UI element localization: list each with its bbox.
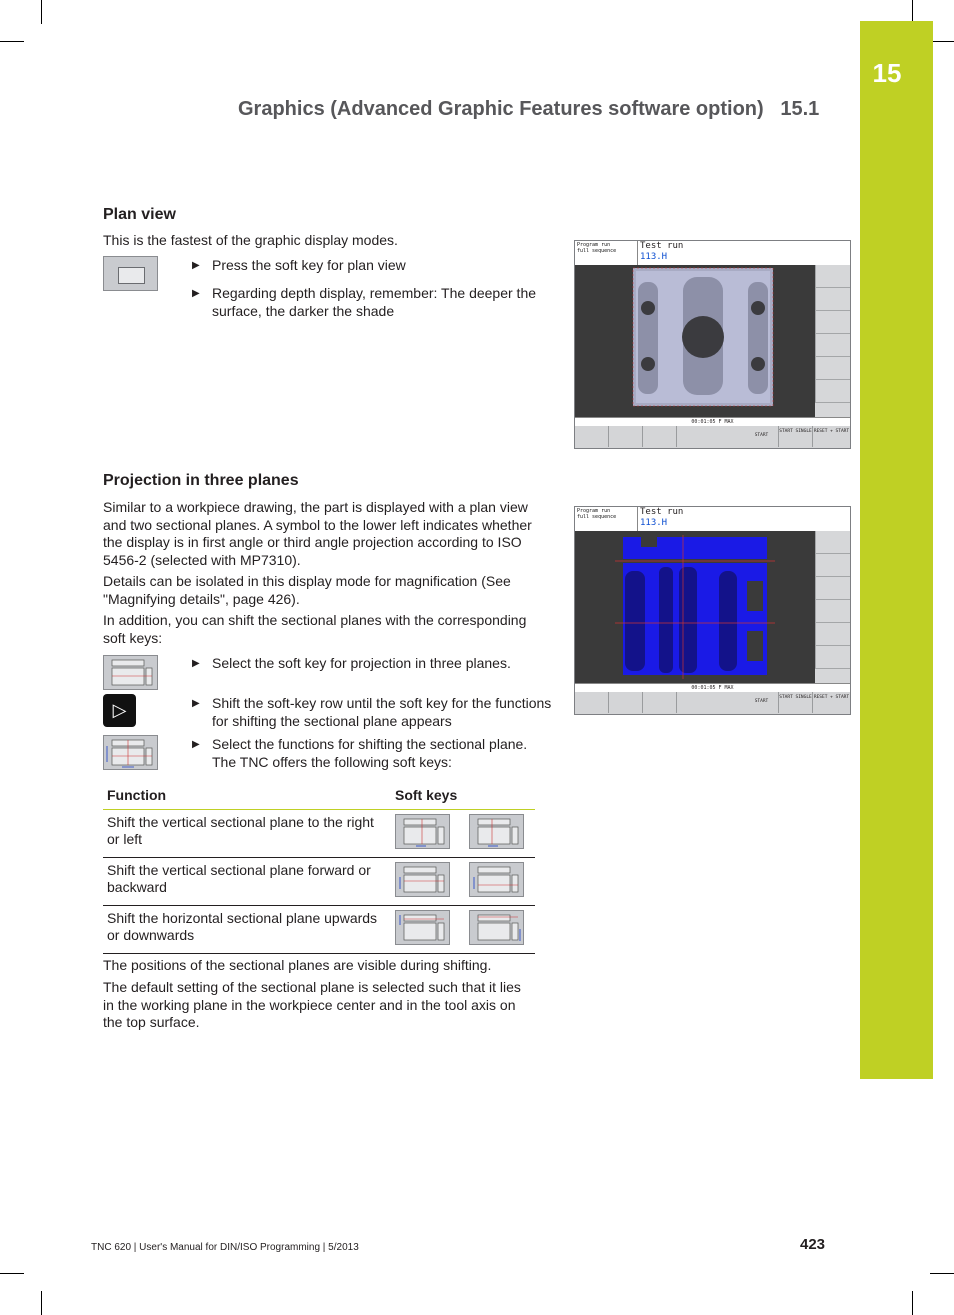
header-title: Graphics (Advanced Graphic Features software option) <box>238 98 764 120</box>
screen-softkey-start: START <box>745 426 779 447</box>
chapter-number: 15 <box>872 58 902 88</box>
shift-backward-softkey-icon <box>469 862 524 897</box>
page-header <box>238 98 819 121</box>
shift-plane-softkey-icon <box>103 735 158 770</box>
triangle-bullet-icon: ▶ <box>192 658 200 669</box>
screen-status-line: 00:01:05 F MAX <box>575 418 850 426</box>
screen-softkey-three-planes <box>609 426 643 447</box>
plan-view-bullet-2: ▶ Regarding depth display, remember: The deeper the surface, the darker the shade <box>192 285 537 319</box>
screen-softkey-reset-start: RESET + START <box>813 695 850 700</box>
projection-bullet-1: ▶ Select the soft key for projection in three planes. <box>192 655 511 671</box>
table-row <box>103 810 535 858</box>
table-cell-function: Shift the vertical sectional plane to the right or left <box>103 810 391 858</box>
crop-mark <box>912 1291 913 1315</box>
screen-softkey-three-planes <box>609 692 643 713</box>
screen-status-line: 00:01:05 F MAX <box>575 684 850 692</box>
triangle-bullet-icon: ▶ <box>192 260 200 271</box>
screen-program-name: 113.H <box>640 252 668 262</box>
shift-down-softkey-icon <box>469 910 524 945</box>
screen-softkey-3d <box>643 426 677 447</box>
screen-softkey-start-single: START SINGLE <box>779 426 813 447</box>
screen-softkey-plan <box>575 426 609 447</box>
footer-text: TNC 620 | User's Manual for DIN/ISO Programming | 5/2013 <box>91 1242 359 1253</box>
shift-right-softkey-icon <box>395 814 450 849</box>
crop-mark <box>0 41 24 42</box>
projection-paragraph-3: In addition, you can shift the sectional planes with the corresponding soft keys: <box>103 612 527 646</box>
screen-softkey-plan <box>575 692 609 713</box>
table-cell-soft-keys <box>391 906 535 954</box>
screen-mode-line-1: Program run <box>577 508 611 514</box>
three-planes-softkey-icon <box>103 655 158 690</box>
triangle-bullet-icon: ▶ <box>192 698 200 709</box>
projection-bullet-3: ▶ Select the functions for shifting the sectional plane. The TNC offers the following soft keys: <box>192 736 528 770</box>
projection-heading: Projection in three planes <box>103 472 299 489</box>
projection-paragraph-2: Details can be isolated in this display mode for magnification (See "Magnifying details", page 426). <box>103 573 511 607</box>
page-number: 423 <box>800 1236 826 1253</box>
chapter-sidebar <box>860 21 933 1079</box>
projection-screenshot <box>574 506 851 715</box>
plan-view-bullet-1: ▶ Press the soft key for plan view <box>192 257 406 273</box>
crop-mark <box>930 1273 954 1274</box>
soft-keys-table <box>103 783 535 954</box>
crop-mark <box>0 1273 24 1274</box>
triangle-bullet-icon: ▶ <box>192 739 200 750</box>
crop-mark <box>41 0 42 24</box>
plan-view-heading: Plan view <box>103 206 176 223</box>
screen-mode-title: Test run <box>640 241 684 251</box>
screen-vertical-softkeys <box>815 531 850 684</box>
plan-view-softkey-icon <box>103 256 158 291</box>
screen-softkey-reset-start: RESET + START <box>813 429 850 434</box>
screen-softkey-row <box>575 417 850 448</box>
table-cell-soft-keys <box>391 810 535 858</box>
shift-left-softkey-icon <box>469 814 524 849</box>
table-cell-soft-keys <box>391 858 535 906</box>
shift-up-softkey-icon <box>395 910 450 945</box>
table-cell-function: Shift the horizontal sectional plane upwards or downwards <box>103 906 391 954</box>
screen-softkey-start: START <box>745 692 779 713</box>
projection-paragraph-1: Similar to a workpiece drawing, the part is displayed with a plan view and two sectional planes. A symbol to the lower left indicates whether the display is in first angle or third angle projection according to ISO 5456-2 (selected with MP7310). <box>103 499 532 568</box>
screen-softkey-row <box>575 683 850 714</box>
plan-view-intro: This is the fastest of the graphic display modes. <box>103 232 398 248</box>
header-section: 15.1 <box>780 98 820 120</box>
closing-paragraph-1: The positions of the sectional planes are visible during shifting. <box>103 957 492 973</box>
screen-mode-line-2: full sequence <box>577 248 617 254</box>
table-header-soft-keys: Soft keys <box>391 783 535 810</box>
plan-view-graphic <box>575 265 815 419</box>
screen-vertical-softkeys <box>815 265 850 418</box>
screen-mode-title: Test run <box>640 507 684 517</box>
crop-mark <box>930 41 954 42</box>
screen-softkey-start-single: START SINGLE <box>779 692 813 713</box>
table-header-row <box>103 783 535 810</box>
next-softkey-row-key <box>103 694 136 727</box>
crop-mark <box>41 1291 42 1315</box>
shift-forward-softkey-icon <box>395 862 450 897</box>
table-row <box>103 906 535 954</box>
closing-paragraph-2: The default setting of the sectional plane is selected such that it lies in the working plane in the workpiece center and in the tool axis on the top surface. <box>103 979 521 1030</box>
triangle-bullet-icon: ▶ <box>192 288 200 299</box>
screen-softkey-3d <box>643 692 677 713</box>
screen-mode-line-2: full sequence <box>577 514 617 520</box>
projection-graphic <box>575 531 815 685</box>
table-cell-function: Shift the vertical sectional plane forward or backward <box>103 858 391 906</box>
next-arrow-icon: ▷ <box>112 700 127 720</box>
table-row <box>103 858 535 906</box>
screen-mode-line-1: Program run <box>577 242 611 248</box>
table-header-function: Function <box>103 783 391 810</box>
screen-program-name: 113.H <box>640 518 668 528</box>
plan-view-screenshot <box>574 240 851 449</box>
projection-bullet-2: ▶ Shift the soft-key row until the soft key for the functions for shifting the sectional plane appears <box>192 695 552 729</box>
